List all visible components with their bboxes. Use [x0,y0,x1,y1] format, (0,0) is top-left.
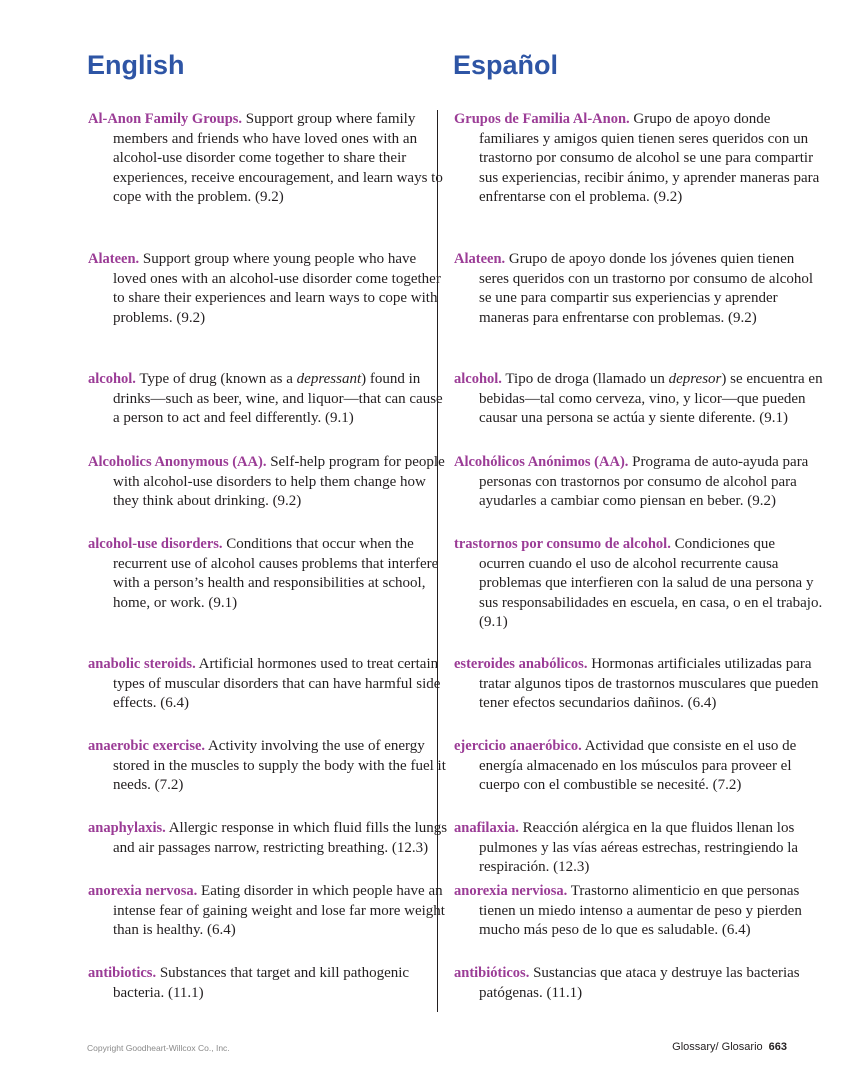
entry-term: anaphylaxis. [88,820,166,836]
entry-term: Alcohólicos Anónimos (AA). [454,454,629,470]
entry-term: alcohol-use disorders. [88,536,223,552]
entry-term: alcohol. [88,371,136,387]
entry-italic-term: depresor [668,371,722,387]
glossary-entry-en [88,655,448,714]
glossary-entry-en [88,250,448,328]
entry-definition: Programa de auto-ayuda para personas con trastornos por consumo de alcohol para ayudarles a cambiar como piensan en beber. (9.2) [479,454,809,510]
glossary-entry-es [454,819,824,878]
entry-definition: Self-help program for people with alcohol-use disorders to help them change how they think about drinking. (9.2) [113,454,445,510]
page-footer [672,1041,787,1053]
english-heading: English [87,50,185,80]
glossary-entry-en [88,110,448,208]
entry-definition: Condiciones que ocurren cuando el uso de alcohol recurrente causa problemas que interfieren con la salud de una persona y sus responsabilidades en escuela, en casa, o en el trabajo. (9.1) [479,536,823,631]
glossary-entry-es [454,370,824,429]
entry-definition: Type of drug (known as a [135,371,297,387]
glossary-entry-es [454,737,824,796]
entry-definition: Support group where family members and friends who have loved ones with an alcohol-use disorder come together to share their experiences, receive encouragement, and learn ways to cope with the problem. (9.2) [113,111,443,206]
entry-definition: Reacción alérgica en la que fluidos llenan los pulmones y las vías aéreas estrechas, restringiendo la respiración. (12.3) [479,820,799,876]
entry-definition: Activity involving the use of energy stored in the muscles to supply the body with the fuel it needs. (7.2) [113,738,446,794]
entry-term: antibióticos. [454,965,530,981]
entry-term: antibiotics. [88,965,157,981]
glossary-entry-es [454,110,824,208]
entry-definition: ) found in drinks—such as beer, wine, and liquor—that can cause a person to act and feel differently. (9.1) [113,371,443,427]
entry-term: alcohol. [454,371,502,387]
entry-definition: ) se encuentra en bebidas—tal como cerveza, vino, y licor—que pueden causar una persona se actúa y siente diferente. (9.1) [479,371,823,427]
glossary-entry-en [88,737,448,796]
entry-term: ejercicio anaeróbico. [454,738,582,754]
entry-definition: Hormonas artificiales utilizadas para tratar algunos tipos de trastornos musculares que pueden tener efectos secundarios dañinos. (6.4) [479,656,819,712]
copyright-notice: Copyright Goodheart-Willcox Co., Inc. [87,1043,230,1053]
glossary-entry-es [454,655,824,714]
glossary-entry-en [88,370,448,429]
entry-term: anafilaxia. [454,820,519,836]
glossary-entry-en [88,819,448,858]
spanish-heading: Español [453,50,559,80]
entry-term: Alcoholics Anonymous (AA). [88,454,267,470]
entry-term: Alateen. [454,251,506,267]
entry-definition: Sustancias que ataca y destruye las bacterias patógenas. (11.1) [479,965,800,1001]
page-number: 663 [768,1041,787,1053]
entry-definition: Conditions that occur when the recurrent use of alcohol causes problems that interfere with a person’s health and responsibilities at school, home, or work. (9.1) [113,536,439,611]
entry-term: anorexia nerviosa. [454,883,568,899]
entry-definition: Grupo de apoyo donde los jóvenes quien tienen seres queridos con un trastorno por consumo de alcohol se une para compartir sus experiencias y aprender maneras para enfrentarse con problemas. (9.2) [479,251,814,326]
entry-italic-term: depressant [296,371,362,387]
entry-term: Alateen. [88,251,140,267]
glossary-entry-es [454,250,824,328]
entry-term: Al-Anon Family Groups. [88,111,243,127]
entry-definition: Support group where young people who have loved ones with an alcohol-use disorder come together to share their experiences and learn ways to cope with problems. (9.2) [113,251,441,326]
entry-definition: Grupo de apoyo donde familiares y amigos quien tienen seres queridos con un trastorno por consumo de alcohol se une para compartir sus experiencias, recibir ánimo, y aprender maneras para enfrentarse con el problema. (9.2) [479,111,820,206]
entry-definition: Eating disorder in which people have an intense fear of gaining weight and lose far more weight than is healthy. (6.4) [113,883,445,939]
entry-term: anorexia nervosa. [88,883,198,899]
glossary-entry-en [88,964,448,1003]
glossary-entry-en [88,535,448,613]
entry-term: Grupos de Familia Al-Anon. [454,111,630,127]
glossary-entry-es [454,453,824,512]
entry-term: anabolic steroids. [88,656,196,672]
entry-definition: Actividad que consiste en el uso de energía almacenado en los músculos para proveer el cuerpo con el combustible se necesité. (7.2) [479,738,797,794]
entry-term: esteroides anabólicos. [454,656,588,672]
glossary-entry-es [454,882,824,941]
entry-definition: Allergic response in which fluid fills the lungs and air passages narrow, restricting breathing. (12.3) [113,820,448,856]
entry-definition: Tipo de droga (llamado un [501,371,669,387]
glossary-entry-en [88,453,448,512]
entry-definition: Substances that target and kill pathogenic bacteria. (11.1) [113,965,410,1001]
section-label: Glossary/ Glosario [672,1041,763,1053]
entry-definition: Artificial hormones used to treat certain types of muscular disorders that can have harmful side effects. (6.4) [113,656,441,712]
glossary-entry-en [88,882,448,941]
entry-definition: Trastorno alimenticio en que personas tienen un miedo intenso a aumentar de peso y pierden mucho más peso de lo que es saludable. (6.4) [479,883,802,939]
entry-term: anaerobic exercise. [88,738,206,754]
glossary-entry-es [454,964,824,1003]
glossary-entry-es [454,535,824,633]
entry-term: trastornos por consumo de alcohol. [454,536,671,552]
